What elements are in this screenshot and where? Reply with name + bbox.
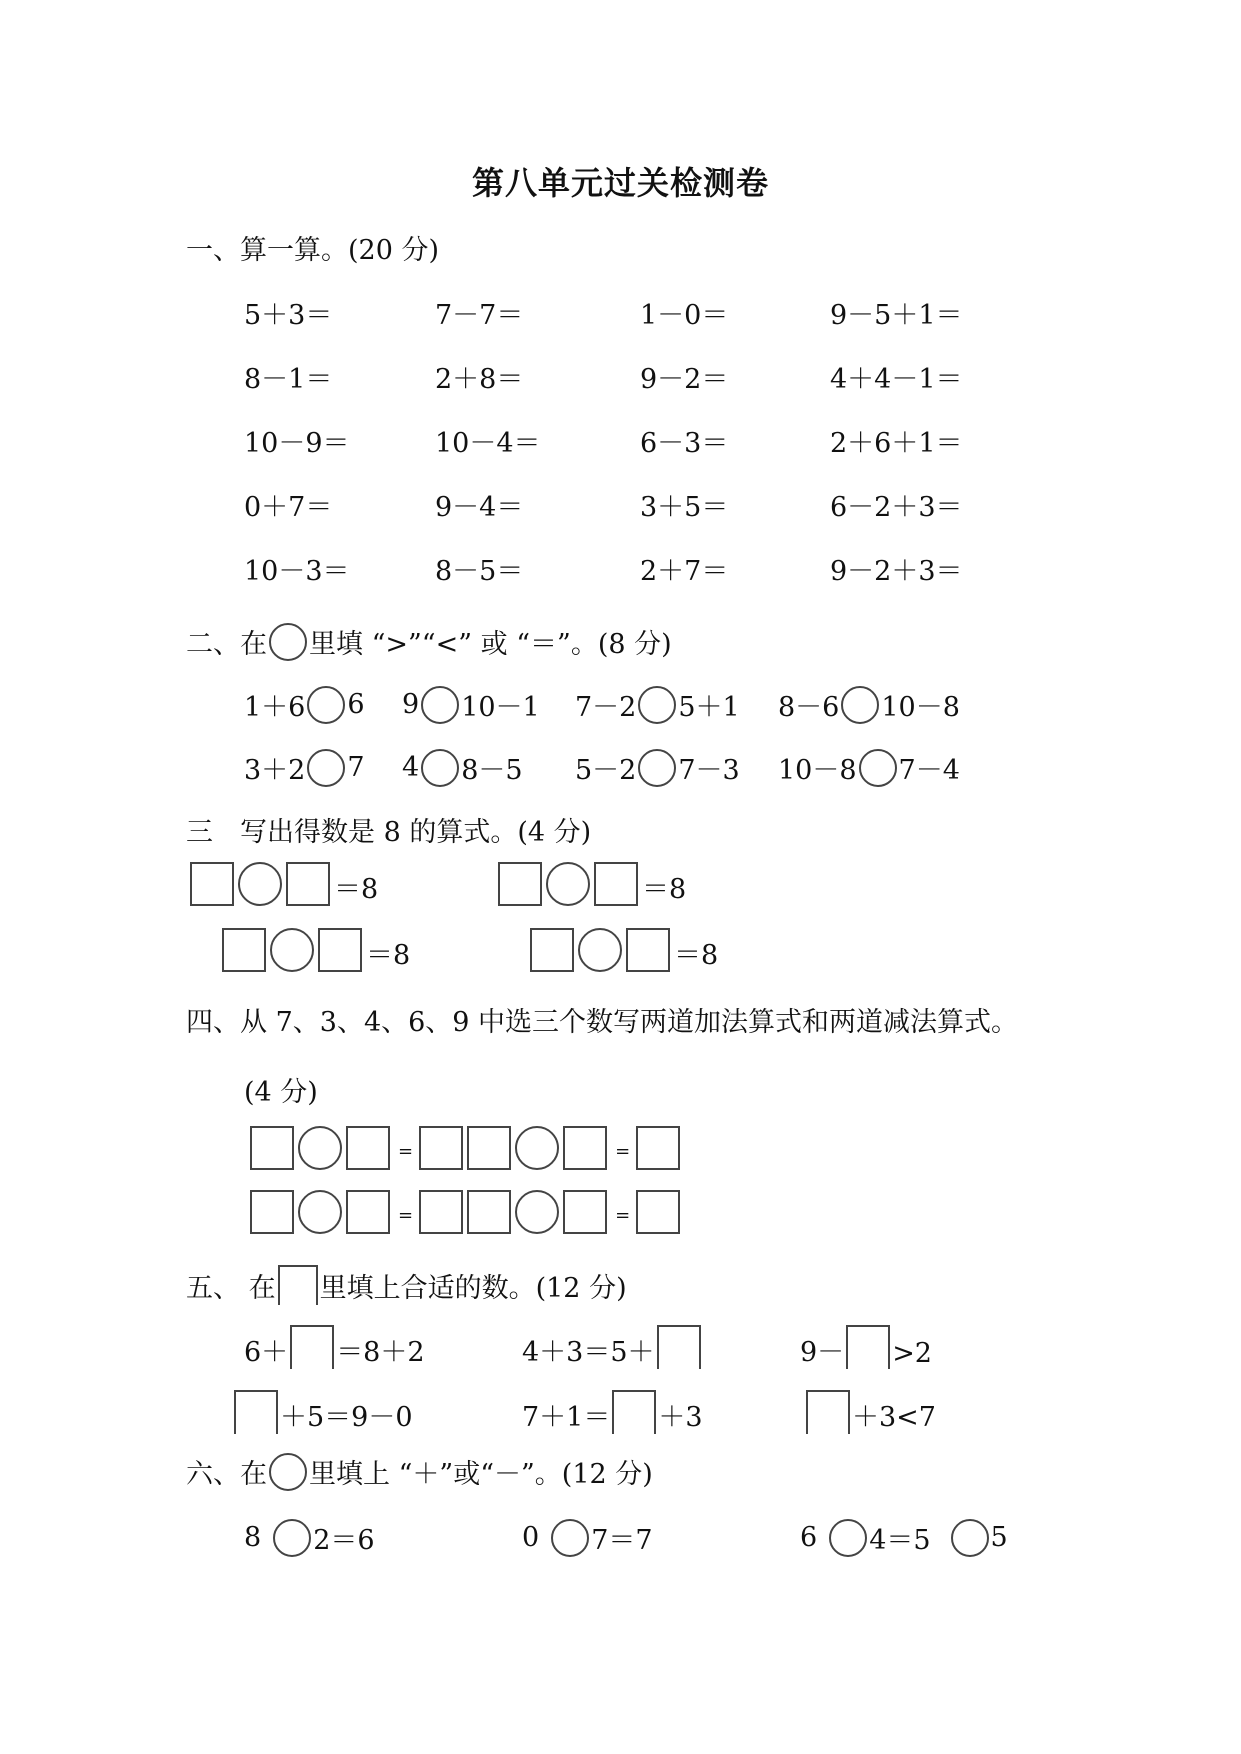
arithmetic-problem xyxy=(435,293,523,332)
answer-box[interactable] xyxy=(250,1190,294,1234)
operator-circle[interactable] xyxy=(298,1126,342,1170)
arithmetic-problem xyxy=(830,293,963,332)
box-icon xyxy=(278,1265,318,1305)
operand: 5 xyxy=(990,1522,1008,1553)
arithmetic-problem xyxy=(435,421,541,460)
compare-problem xyxy=(402,748,523,787)
equals-sign: = xyxy=(398,1141,414,1162)
fill-box-problem xyxy=(244,1325,425,1369)
operator-circle[interactable] xyxy=(578,928,622,972)
operator-circle[interactable] xyxy=(515,1126,559,1170)
arithmetic-problem xyxy=(830,421,963,460)
problem-text: 8－5＝ xyxy=(435,556,524,587)
problem-suffix: ＋3<7 xyxy=(852,1402,936,1433)
arithmetic-problem xyxy=(244,485,332,524)
problem-text: 6－2＋3＝ xyxy=(830,492,963,523)
answer-box[interactable] xyxy=(234,1390,278,1434)
problem-text: 1－0＝ xyxy=(640,300,729,331)
problem-text: 2＋7＝ xyxy=(640,556,729,587)
problem-prefix: 6＋ xyxy=(244,1337,289,1368)
answer-box[interactable] xyxy=(806,1390,850,1434)
section-5-heading xyxy=(186,1265,627,1305)
answer-box[interactable] xyxy=(318,928,362,972)
equation-result: ＝8 xyxy=(334,874,379,905)
problem-text: 2＋8＝ xyxy=(435,364,524,395)
answer-circle[interactable] xyxy=(307,749,345,787)
answer-box[interactable] xyxy=(190,862,234,906)
answer-box[interactable] xyxy=(636,1126,680,1170)
answer-circle[interactable] xyxy=(638,749,676,787)
compare-right: 10－8 xyxy=(881,692,960,723)
equation-row xyxy=(498,862,686,906)
problem-prefix: 4＋3＝5＋ xyxy=(522,1337,655,1368)
compare-left: 5－2 xyxy=(575,755,637,786)
answer-box[interactable] xyxy=(346,1126,390,1170)
arithmetic-problem xyxy=(830,549,963,588)
compare-right: 5＋1 xyxy=(678,692,740,723)
compare-right: 7－3 xyxy=(678,755,740,786)
equals-sign: = xyxy=(615,1205,631,1226)
compare-left: 8－6 xyxy=(778,692,840,723)
compare-problem xyxy=(244,748,365,787)
compare-problem xyxy=(575,685,740,724)
equation-row xyxy=(190,862,378,906)
answer-circle[interactable] xyxy=(421,749,459,787)
arithmetic-problem xyxy=(830,357,963,396)
fill-box-problem xyxy=(800,1325,932,1369)
section-6-heading xyxy=(186,1452,653,1491)
equation-result: ＝8 xyxy=(674,940,719,971)
answer-box[interactable] xyxy=(467,1190,511,1234)
section-3-heading: 三 写出得数是 8 的算式。(4 分) xyxy=(186,817,592,848)
answer-circle[interactable] xyxy=(307,686,345,724)
answer-circle[interactable] xyxy=(859,749,897,787)
arithmetic-problem xyxy=(244,357,332,396)
compare-right: 7 xyxy=(347,752,365,783)
problem-prefix: 9－ xyxy=(800,1337,845,1368)
compare-left: 10－8 xyxy=(778,755,857,786)
problem-text: 8－1＝ xyxy=(244,364,333,395)
compare-left: 1＋6 xyxy=(244,692,306,723)
problem-text: 0＋7＝ xyxy=(244,492,333,523)
equals-sign: = xyxy=(398,1205,414,1226)
arithmetic-problem xyxy=(640,421,728,460)
answer-box[interactable] xyxy=(346,1190,390,1234)
answer-box[interactable] xyxy=(498,862,542,906)
answer-box[interactable] xyxy=(563,1190,607,1234)
equals-sign: = xyxy=(615,1141,631,1162)
section-2-heading-suffix: 里填 “>”“<” 或 “＝”。(8 分) xyxy=(309,629,672,660)
problem-prefix: 7＋1＝ xyxy=(522,1402,611,1433)
problem-text: 3＋5＝ xyxy=(640,492,729,523)
compare-problem xyxy=(575,748,740,787)
fill-box-problem xyxy=(522,1325,703,1369)
operator-problem xyxy=(244,1518,375,1557)
operator-circle[interactable] xyxy=(270,928,314,972)
compare-left: 4 xyxy=(402,752,420,783)
equation-result: ＝8 xyxy=(366,940,411,971)
answer-circle[interactable] xyxy=(638,686,676,724)
operator-circle[interactable] xyxy=(546,862,590,906)
answer-box[interactable] xyxy=(594,862,638,906)
problem-text: 10－9＝ xyxy=(244,428,350,459)
section-4-heading: 四、从 7、3、4、6、9 中选三个数写两道加法算式和两道减法算式。 xyxy=(186,1007,1019,1038)
problem-suffix: ＋5＝9－0 xyxy=(280,1402,413,1433)
arithmetic-problem xyxy=(435,357,523,396)
answer-box[interactable] xyxy=(612,1390,656,1434)
operator-problem xyxy=(800,1518,1008,1557)
arithmetic-problem xyxy=(830,485,963,524)
answer-box[interactable] xyxy=(290,1325,334,1369)
operator-problem xyxy=(522,1518,653,1557)
answer-box[interactable] xyxy=(419,1126,463,1170)
operator-circle[interactable] xyxy=(515,1190,559,1234)
circle-icon xyxy=(269,623,307,661)
fill-box-problem xyxy=(232,1390,413,1434)
problem-text: 7－7＝ xyxy=(435,300,524,331)
compare-problem xyxy=(244,685,365,724)
answer-box[interactable] xyxy=(250,1126,294,1170)
arithmetic-problem xyxy=(435,549,523,588)
problem-text: 4＋4－1＝ xyxy=(830,364,963,395)
arithmetic-problem xyxy=(244,549,350,588)
arithmetic-problem xyxy=(435,485,523,524)
answer-box[interactable] xyxy=(846,1325,890,1369)
answer-box[interactable] xyxy=(419,1190,463,1234)
problem-suffix: ＋3 xyxy=(658,1402,703,1433)
problem-text: 2＋6＋1＝ xyxy=(830,428,963,459)
problem-text: 10－4＝ xyxy=(435,428,541,459)
section-6-heading-suffix: 里填上 “＋”或“－”。(12 分) xyxy=(309,1459,653,1490)
equation-row xyxy=(222,928,410,972)
problem-text: 9－5＋1＝ xyxy=(830,300,963,331)
equation-row xyxy=(250,1190,684,1234)
operand: 7＝7 xyxy=(591,1525,653,1556)
arithmetic-problem xyxy=(640,549,728,588)
fill-box-problem xyxy=(522,1390,703,1434)
problem-suffix: ＝8＋2 xyxy=(336,1337,425,1368)
answer-circle[interactable] xyxy=(421,686,459,724)
compare-left: 7－2 xyxy=(575,692,637,723)
answer-circle[interactable] xyxy=(829,1519,867,1557)
problem-text: 9－4＝ xyxy=(435,492,524,523)
arithmetic-problem xyxy=(640,485,728,524)
answer-circle[interactable] xyxy=(951,1519,989,1557)
compare-right: 6 xyxy=(347,689,365,720)
problem-text: 10－3＝ xyxy=(244,556,350,587)
problem-text: 9－2＝ xyxy=(640,364,729,395)
equation-result: ＝8 xyxy=(642,874,687,905)
section-1-heading: 一、算一算。(20 分) xyxy=(186,235,440,266)
section-2-heading-prefix: 二、在 xyxy=(186,629,267,660)
section-2-heading xyxy=(186,622,672,661)
compare-problem xyxy=(778,748,960,787)
arithmetic-problem xyxy=(244,421,350,460)
page-title: 第八单元过关检测卷 xyxy=(471,164,769,202)
equation-row xyxy=(250,1126,684,1170)
operand: 8 xyxy=(244,1522,262,1553)
answer-circle[interactable] xyxy=(841,686,879,724)
answer-box[interactable] xyxy=(636,1190,680,1234)
problem-text: 5＋3＝ xyxy=(244,300,333,331)
compare-problem xyxy=(778,685,960,724)
arithmetic-problem xyxy=(640,357,728,396)
answer-box[interactable] xyxy=(530,928,574,972)
operator-circle[interactable] xyxy=(298,1190,342,1234)
section-6-heading-prefix: 六、在 xyxy=(186,1459,267,1490)
compare-right: 7－4 xyxy=(898,755,960,786)
answer-box[interactable] xyxy=(467,1126,511,1170)
arithmetic-problem xyxy=(244,293,332,332)
equation-row xyxy=(530,928,718,972)
circle-icon xyxy=(269,1453,307,1491)
compare-right: 8－5 xyxy=(461,755,523,786)
compare-right: 10－1 xyxy=(461,692,540,723)
answer-box[interactable] xyxy=(626,928,670,972)
operator-circle[interactable] xyxy=(238,862,282,906)
answer-circle[interactable] xyxy=(551,1519,589,1557)
compare-left: 3＋2 xyxy=(244,755,306,786)
compare-left: 9 xyxy=(402,689,420,720)
operand: 4＝5 xyxy=(869,1525,931,1556)
arithmetic-problem xyxy=(640,293,728,332)
section-5-heading-prefix: 五、 在 xyxy=(186,1273,276,1304)
answer-box[interactable] xyxy=(222,928,266,972)
answer-box[interactable] xyxy=(657,1325,701,1369)
section-5-heading-suffix: 里填上合适的数。(12 分) xyxy=(319,1273,627,1304)
operand: 6 xyxy=(800,1522,818,1553)
section-4-score: (4 分) xyxy=(244,1077,318,1108)
answer-box[interactable] xyxy=(563,1126,607,1170)
operand: 0 xyxy=(522,1522,540,1553)
problem-text: 9－2＋3＝ xyxy=(830,556,963,587)
compare-problem xyxy=(402,685,540,724)
fill-box-problem xyxy=(804,1390,936,1434)
answer-circle[interactable] xyxy=(273,1519,311,1557)
operand: 2＝6 xyxy=(313,1525,375,1556)
problem-text: 6－3＝ xyxy=(640,428,729,459)
answer-box[interactable] xyxy=(286,862,330,906)
problem-suffix: >2 xyxy=(892,1338,932,1369)
